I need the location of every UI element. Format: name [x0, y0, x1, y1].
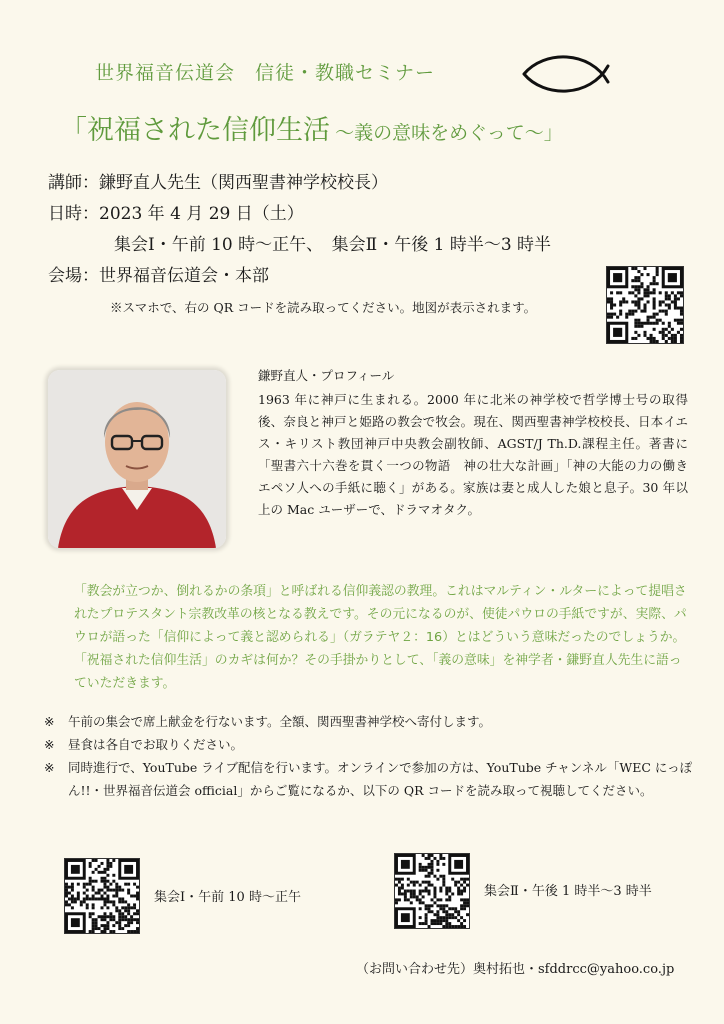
map-qr-note: ※スマホで、右の QR コードを読み取ってください。地図が表示されます。	[110, 300, 537, 315]
seminar-introduction: 「教会が立つか、倒れるかの条項」と呼ばれる信仰義認の教理。これはマルティン・ルターによって提唱されたプロテスタント宗教改革の核となる教えです。その元になるのが、使徒パウロの手紙ですが、実際、パウロが語った「信仰によって義と認められる」（ガラテヤ２：16）とはどういう意味だったのでしょうか。「祝福された信仰生活」のカギは何か？その手掛かりとして、「義の意味」を神学者・鎌野直人先生に語っていただきます。	[74, 584, 687, 691]
note-text: 午前の集会で席上献金を行ないます。全額、関西聖書神学校へ寄付します。	[68, 714, 492, 729]
note-mark: ※	[44, 760, 55, 775]
note-item	[44, 733, 694, 756]
fish-icon	[520, 52, 622, 100]
sessions-line: 集会Ⅰ・午前 10 時〜正午、 集会Ⅱ・午後 1 時半〜3 時半	[114, 235, 552, 255]
seminar-title	[60, 108, 563, 147]
contact-line: （お問い合わせ先）奥村拓也・sfddrcc@yahoo.co.jp	[356, 962, 675, 977]
speaker-photo	[48, 370, 226, 548]
session1-qr-code[interactable]	[64, 858, 140, 934]
session2-label: 集会Ⅱ・午後 1 時半〜3 時半	[484, 884, 652, 899]
note-item	[44, 756, 694, 802]
note-item	[44, 710, 694, 733]
note-text: 昼食は各自でお取りください。	[68, 737, 244, 752]
title-sub: 〜義の意味をめぐって〜」	[335, 122, 563, 144]
session2-qr-code[interactable]	[394, 853, 470, 929]
note-mark: ※	[44, 737, 55, 752]
event-info	[48, 168, 551, 292]
profile-title: 鎌野直人・プロフィール	[258, 368, 395, 383]
note-text: 同時進行で、YouTube ライブ配信を行います。オンラインで参加の方は、YouTube チャンネル「WEC にっぽん!!・世界福音伝道会 official」からご覧になるか、以下の QR コードを読み取って視聴してください。	[68, 760, 693, 798]
header	[95, 58, 435, 85]
organization-line: 世界福音伝道会 信徒・教職セミナー	[95, 62, 436, 84]
title-main: 「祝福された信仰生活	[60, 115, 330, 146]
date-line: 日時：2023 年 4 月 29 日（土）	[48, 204, 304, 224]
notes-list	[44, 710, 694, 802]
speaker-profile	[258, 365, 701, 521]
note-mark: ※	[44, 714, 55, 729]
venue-line: 会場：世界福音伝道会・本部	[48, 266, 269, 286]
profile-body: 1963 年に神戸に生まれる。2000 年に北米の神学校で哲学博士号の取得後、奈良と神戸と姫路の教会で牧会。現在、関西聖書神学校校長、日本イエス・キリスト教団神戸中央教会副牧師、AGST/J Th.D.課程主任。著書に「聖書六十六巻を貫く一つの物語 神の壮大な計画」「神の大能の力の働き エペソ人への手紙に聴く」がある。家族は妻と成人した娘と息子。30 年以上の Mac ユーザーで、ドラマオタク。	[258, 392, 701, 517]
lecturer-line: 講師：鎌野直人先生（関西聖書神学校校長）	[48, 173, 388, 193]
map-qr-code[interactable]	[606, 266, 684, 344]
session1-label: 集会Ⅰ・午前 10 時〜正午	[154, 890, 301, 905]
